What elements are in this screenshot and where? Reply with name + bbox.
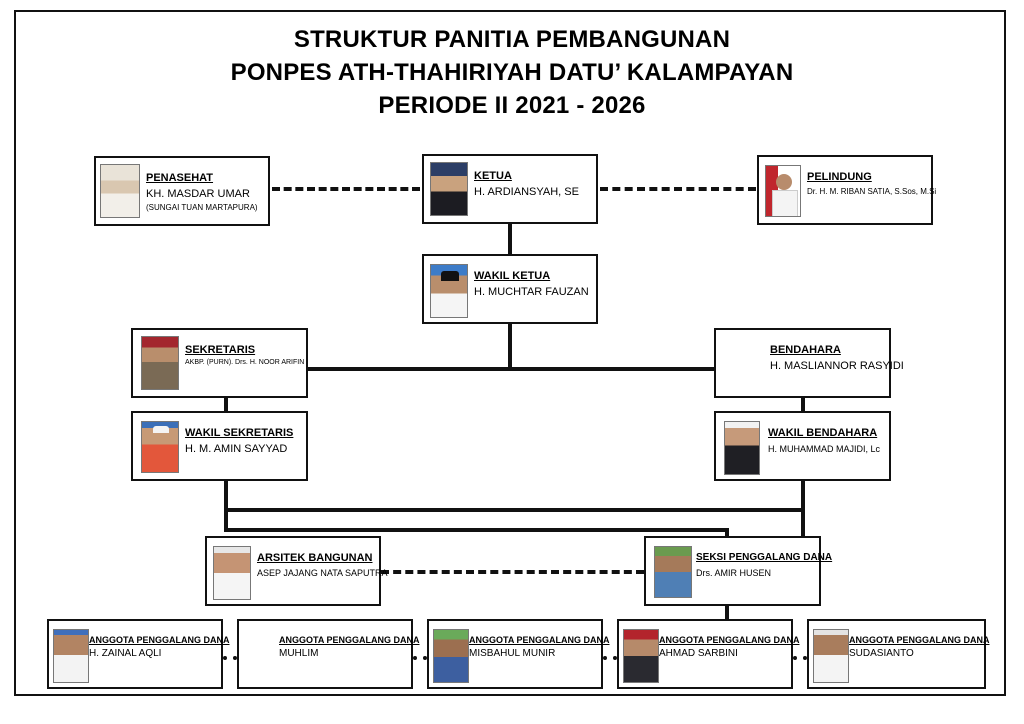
bendahara-name: H. MASLIANNOR RASYIDI (770, 360, 904, 372)
sekretaris-role: SEKRETARIS (185, 344, 256, 356)
connector-anggota-3-4 (603, 656, 617, 660)
connector-anggota-1-2 (223, 656, 237, 660)
seksi-box (644, 536, 833, 606)
arsitek-photo (213, 546, 251, 600)
connector-penasehat-ketua (272, 187, 420, 191)
seksi-name: Drs. AMIR HUSEN (696, 568, 772, 578)
anggota-box-1 (47, 619, 230, 689)
sekretaris-name: AKBP. (PURN). Drs. H. NOOR ARIFIN (185, 359, 305, 366)
wakil-bendahara-photo (724, 421, 760, 475)
ketua-box (422, 154, 598, 224)
bendahara-role: BENDAHARA (770, 344, 841, 356)
connector-ketua-wakil (508, 224, 512, 254)
wakil-bendahara-role: WAKIL BENDAHARA (768, 427, 878, 439)
connector-seksi-anggota (725, 605, 729, 619)
ketua-photo (430, 162, 468, 216)
connector-ketua-pelindung (600, 187, 756, 191)
connector-wakil-down (508, 323, 512, 369)
wakil-sekretaris-photo (141, 421, 179, 473)
connector-bus-horizontal (224, 508, 805, 512)
anggota-box-4 (617, 619, 800, 689)
connector-anggota-2-3 (413, 656, 427, 660)
pelindung-photo (765, 165, 801, 217)
penasehat-note: (SUNGAI TUAN MARTAPURA) (146, 203, 258, 212)
anggota-box-3 (427, 619, 610, 689)
title-line-1: STRUKTUR PANITIA PEMBANGUNAN (293, 26, 731, 53)
wakil-bendahara-name: H. MUHAMMAD MAJIDI, Lc (768, 444, 881, 454)
title-line-3: PERIODE II 2021 - 2026 (378, 92, 646, 119)
penasehat-name: KH. MASDAR UMAR (146, 188, 250, 200)
anggota-1-name: H. ZAINAL AQLI (89, 648, 162, 659)
anggota-4-name: AHMAD SARBINI (659, 648, 738, 659)
bendahara-box (714, 328, 904, 398)
pelindung-box (757, 155, 937, 225)
sekretaris-photo (141, 336, 179, 390)
anggota-5-role: ANGGOTA PENGGALANG DANA (849, 635, 990, 645)
connector-anggota-4-5 (793, 656, 807, 660)
penasehat-photo (100, 164, 140, 218)
penasehat-box (94, 156, 270, 226)
wakil-sekretaris-role: WAKIL SEKRETARIS (185, 427, 294, 439)
connector-left-drop (224, 480, 228, 532)
anggota-box-5 (807, 619, 990, 689)
arsitek-name: ASEP JAJANG NATA SAPUTRA (257, 568, 388, 578)
wakil-ketua-photo (430, 264, 468, 318)
anggota-3-role: ANGGOTA PENGGALANG DANA (469, 635, 610, 645)
anggota-2-name: MUHLIM (279, 648, 319, 659)
pelindung-role: PELINDUNG (807, 171, 872, 183)
anggota-5-name: SUDASIANTO (849, 648, 914, 659)
connector-sekretaris-wakil (224, 397, 228, 411)
wakil-sekretaris-name: H. M. AMIN SAYYAD (185, 443, 288, 455)
pelindung-name: Dr. H. M. RIBAN SATIA, S.Sos, M.Si (807, 187, 937, 196)
arsitek-box (205, 536, 388, 606)
anggota-4-role: ANGGOTA PENGGALANG DANA (659, 635, 800, 645)
title-line-2: PONPES ATH-THAHIRIYAH DATU’ KALAMPAYAN (230, 59, 794, 86)
connector-arsitek-seksi (381, 570, 644, 574)
anggota-4-photo (623, 629, 659, 683)
wakil-ketua-box (422, 254, 598, 324)
anggota-3-name: MISBAHUL MUNIR (469, 648, 556, 659)
anggota-box-2 (237, 619, 420, 689)
anggota-3-photo (433, 629, 469, 683)
wakil-sekretaris-box (131, 411, 308, 481)
seksi-photo (654, 546, 692, 598)
connector-bus-horizontal-2 (224, 528, 727, 532)
connector-bendahara-wakil (801, 397, 805, 411)
wakil-ketua-name: H. MUCHTAR FAUZAN (474, 286, 589, 298)
wakil-bendahara-box (714, 411, 891, 481)
connector-seksi-up (725, 528, 729, 536)
anggota-2-role: ANGGOTA PENGGALANG DANA (279, 635, 420, 645)
seksi-role: SEKSI PENGGALANG DANA (696, 552, 833, 563)
wakil-ketua-role: WAKIL KETUA (474, 270, 551, 282)
anggota-5-photo (813, 629, 849, 683)
ketua-role: KETUA (474, 170, 512, 182)
sekretaris-box (131, 328, 308, 398)
ketua-name: H. ARDIANSYAH, SE (474, 186, 579, 198)
arsitek-role: ARSITEK BANGUNAN (257, 552, 373, 564)
anggota-1-photo (53, 629, 89, 683)
penasehat-role: PENASEHAT (146, 172, 214, 184)
anggota-1-role: ANGGOTA PENGGALANG DANA (89, 635, 230, 645)
connector-sekretaris-bendahara (307, 367, 714, 371)
